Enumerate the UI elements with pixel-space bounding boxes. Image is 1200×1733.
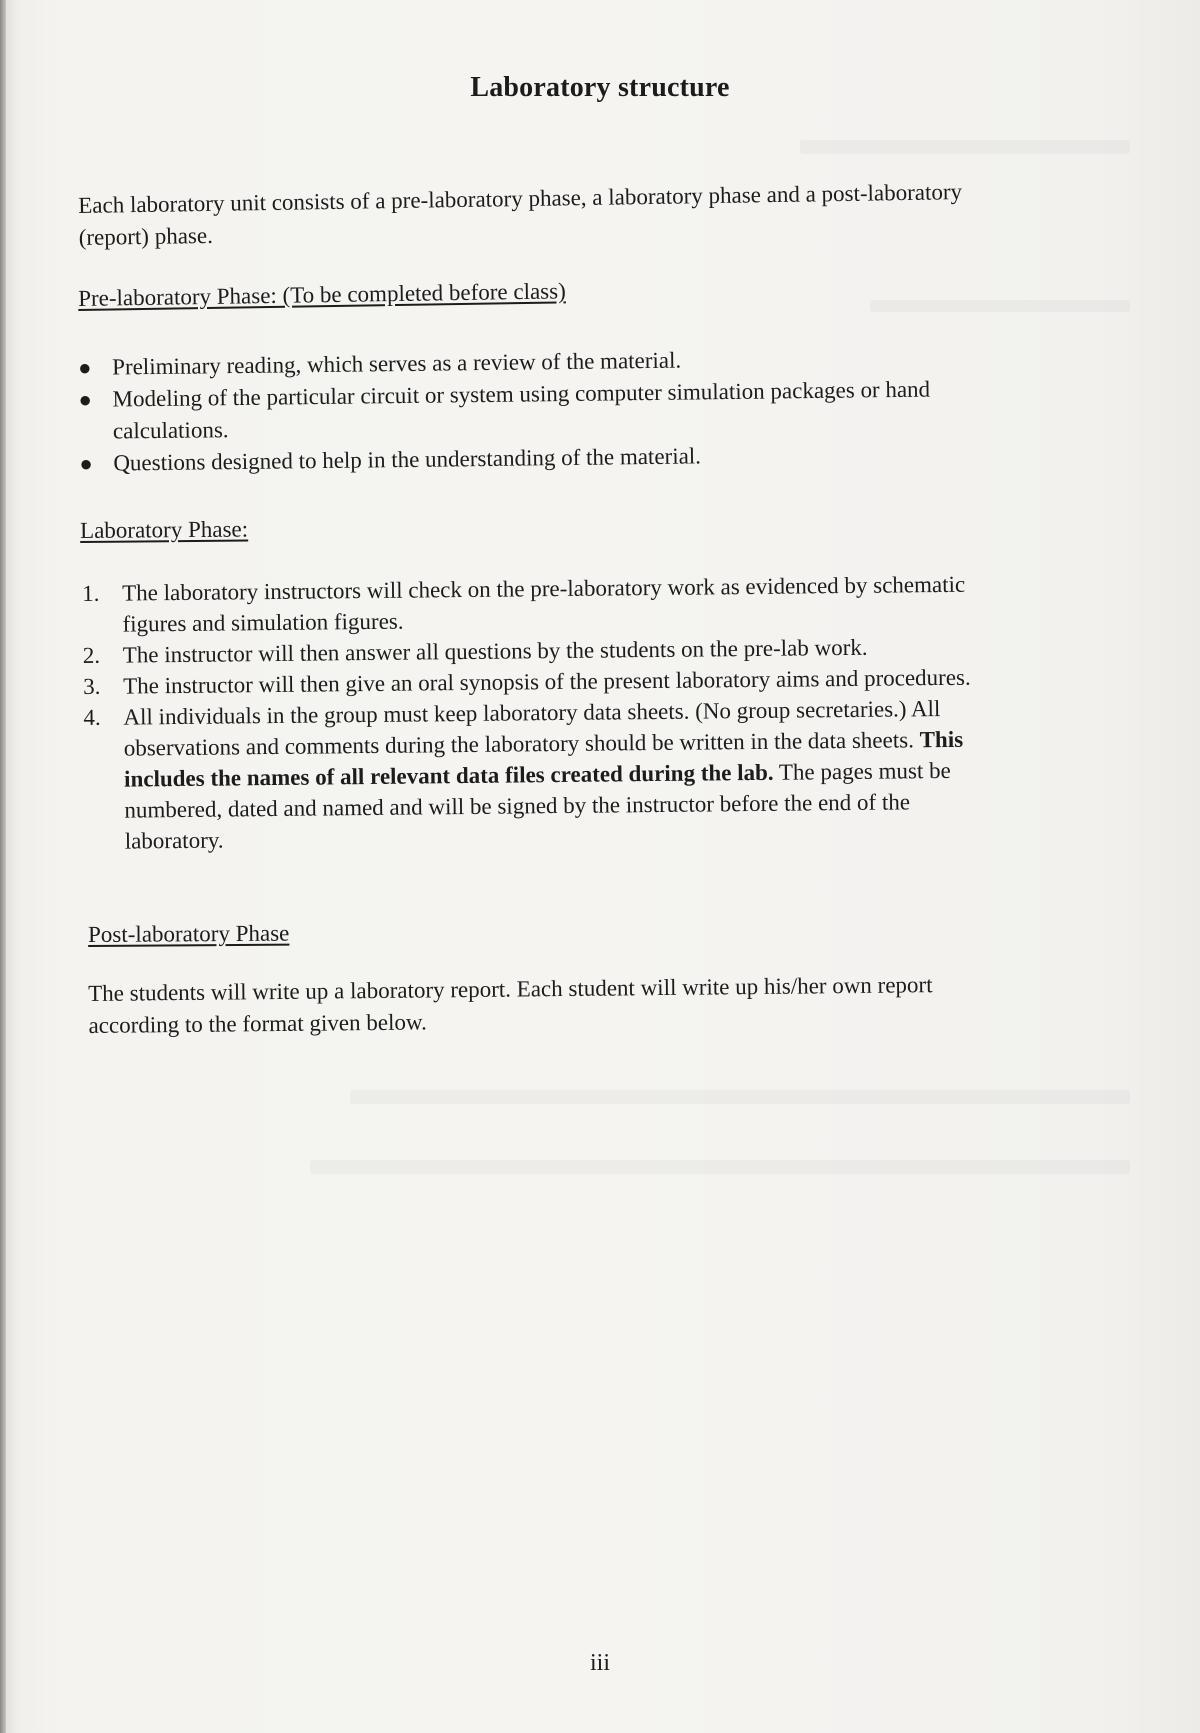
list-number: 2. [82,642,101,668]
pre-lab-heading: Pre-laboratory Phase: (To be completed before class) [78,278,566,311]
list-item [82,568,1013,640]
lab-phase-list [82,568,1015,857]
list-item-text-b: The pages must be numbered, dated and named and will be signed by the instructor before the end of the laboratory. [124,757,951,854]
page-binding-edge [0,0,6,1733]
post-lab-paragraph: The students will write up a laboratory report. Each student will write up his/her own report according to the format given below. [88,972,933,1038]
page-title: Laboratory structure [470,72,730,103]
bullet-icon: ● [78,354,92,380]
list-item-text: The laboratory instructors will check on the pre-laboratory work as evidenced by schematic figures and simulation figures. [122,571,966,637]
list-item-text-a: All individuals in the group must keep laboratory data sheets. (No group secretaries.) All observations and comments during the laboratory should be written in the data sheets. [123,696,941,761]
list-item-text-bold: This includes the names of all relevant data files created during the lab. [123,726,964,792]
list-number: 4. [83,704,101,730]
bleed-through-mark [350,1090,1130,1104]
bleed-through-mark [870,300,1130,312]
list-item [83,692,1015,857]
pre-lab-list [76,341,1007,480]
list-number: 3. [83,673,101,699]
list-item-text: Modeling of the particular circuit or system using computer simulation packages or hand calculations. [112,376,931,444]
list-number: 1. [82,580,100,606]
bullet-icon: ● [78,386,93,412]
list-item-text: The instructor will then answer all questions by the students on the pre-lab work. [122,634,868,668]
bleed-through-mark [800,140,1130,154]
list-item-text: Preliminary reading, which serves as a review of the material. [112,347,682,380]
list-item [76,373,1007,448]
lab-phase-heading: Laboratory Phase: [80,516,249,543]
list-item-text: Questions designed to help in the understanding of the material. [113,443,702,476]
post-lab-heading: Post-laboratory Phase [88,920,290,947]
page-number: iii [589,1650,610,1676]
bullet-icon: ● [79,450,93,476]
bleed-through-mark [310,1160,1130,1174]
intro-paragraph: Each laboratory unit consists of a pre-laboratory phase, a laboratory phase and a post-laboratory (report) phase. [78,179,963,250]
list-item-text: The instructor will then give an oral synopsis of the present laboratory aims and procedures. [123,664,971,699]
